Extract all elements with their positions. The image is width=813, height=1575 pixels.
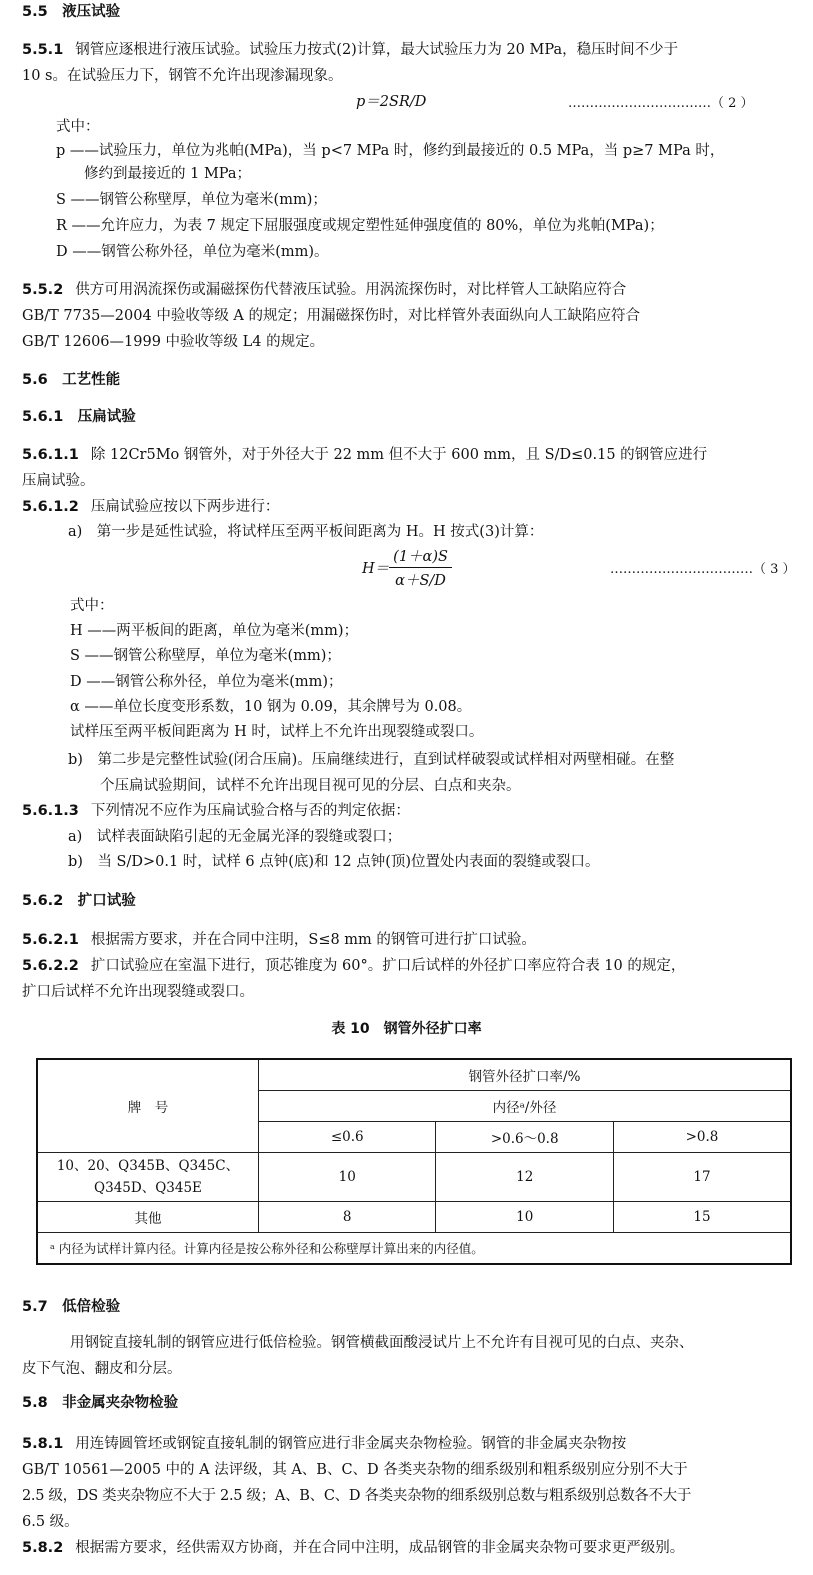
clause-number: 5.8.2	[22, 1540, 64, 1556]
row-1-value-1: 10	[258, 1153, 436, 1202]
clause-number: 5.5.2	[22, 282, 64, 298]
formula-3-lhs: H＝	[362, 561, 390, 577]
item-b-line-2: 个压扁试验期间，试样不允许出现目视可见的分层、白点和夹杂。	[100, 778, 521, 794]
clause-number: 5.6.2.2	[22, 958, 79, 974]
section-5-5-title: 5.5 液压试验	[22, 4, 121, 20]
para-text: 供方可用涡流探伤或漏磁探伤代替液压试验。用涡流探伤时，对比样管人工缺陷应符合	[75, 282, 627, 298]
condition-b: b) 当 S/D>0.1 时，试样 6 点钟(底)和 12 点钟(顶)位置处内表面的裂缝或裂口。	[68, 854, 600, 870]
formula-2-number: ……………………………（ 2 ）	[568, 96, 754, 111]
where-label: 式中：	[70, 598, 114, 614]
para-text: 根据需方要求，并在合同中注明，S≤8 mm 的钢管可进行扩口试验。	[90, 932, 536, 948]
para-5-5-1-line-2: 10 s。在试验压力下，钢管不允许出现渗漏现象。	[22, 68, 343, 84]
para-text: 下列情况不应作为压扁试验合格与否的判定依据：	[90, 803, 410, 819]
var-p-line-1: p ——试验压力，单位为兆帕(MPa)，当 p<7 MPa 时，修约到最接近的 0.5 MPa，当 p≥7 MPa 时，	[56, 143, 725, 159]
section-5-6-title: 5.6 工艺性能	[22, 372, 121, 388]
table-header-row-1	[37, 1059, 791, 1091]
para-5-8-2-line-1	[22, 1538, 684, 1558]
row-2-value-1: 8	[258, 1202, 436, 1233]
clause-number: 5.6.1.1	[22, 447, 79, 463]
where-label: 式中：	[56, 119, 100, 135]
row-1-value-3: 17	[613, 1153, 791, 1202]
clause-number: 5.6.2.1	[22, 932, 79, 948]
para-5-8-1-line-4: 6.5 级。	[22, 1514, 79, 1530]
para-text: 扩口试验应在室温下进行，顶芯锥度为 60°。扩口后试样的外径扩口率应符合表 10 的规定，	[90, 958, 686, 974]
section-5-6-1-title: 5.6.1 压扁试验	[22, 409, 136, 425]
header-col-2: >0.6～0.8	[436, 1122, 614, 1153]
para-5-8-1-line-2: GB/T 10561—2005 中的 A 法评级，其 A、B、C、D 各类夹杂物的细系级别和粗系级别应分别不大于	[22, 1462, 688, 1478]
table-row	[37, 1202, 791, 1233]
para-text: 根据需方要求，经供需双方协商，并在合同中注明，成品钢管的非金属夹杂物可要求更严级别。	[75, 1540, 685, 1556]
var-r: R ——允许应力，为表 7 规定下屈服强度或规定塑性延伸强度值的 80%，单位为兆帕(MPa)；	[56, 218, 664, 234]
row-2-grade: 其他	[37, 1202, 258, 1233]
var-s: S ——钢管公称壁厚，单位为毫米(mm)；	[56, 192, 327, 208]
table-row	[37, 1153, 791, 1202]
para-5-8-1-line-3: 2.5 级，DS 类夹杂物应不大于 2.5 级；A、B、C、D 各类夹杂物的细系级别总数与粗系级别总数各不大于	[22, 1488, 692, 1504]
condition-a: a) 试样表面缺陷引起的无金属光泽的裂缝或裂口；	[68, 829, 402, 845]
item-b-line-1: b) 第二步是完整性试验(闭合压扁)。压扁继续进行，直到试样破裂或试样相对两壁相碰。在整	[68, 752, 675, 768]
clause-number: 5.6.1.3	[22, 803, 79, 819]
section-5-6-2-title: 5.6.2 扩口试验	[22, 893, 136, 909]
table-10	[36, 1058, 792, 1265]
para-5-5-2-line-2: GB/T 7735—2004 中验收等级 A 的规定；用漏磁探伤时，对比样管外表面纵向人工缺陷应符合	[22, 308, 641, 324]
var-h: H ——两平板间的距离，单位为毫米(mm)；	[70, 623, 359, 639]
var-alpha: α ——单位长度变形系数，10 钢为 0.09，其余牌号为 0.08。	[70, 699, 472, 715]
var-p-line-2: 修约到最接近的 1 MPa；	[84, 166, 252, 182]
para-5-6-1-1-line-2: 压扁试验。	[22, 473, 95, 489]
var-s: S ——钢管公称壁厚，单位为毫米(mm)；	[70, 648, 341, 664]
grade-line-1: 10、20、Q345B、Q345C、	[56, 1158, 240, 1174]
header-expansion-rate: 钢管外径扩口率/%	[258, 1059, 791, 1091]
item-a-conclusion: 试样压至两平板间距离为 H 时，试样上不允许出现裂缝或裂口。	[70, 724, 484, 740]
grade-line-2: Q345D、Q345E	[94, 1180, 202, 1196]
table-10-caption: 表 10 钢管外径扩口率	[331, 1021, 482, 1037]
para-5-5-1-line-1	[22, 40, 678, 60]
var-d: D ——钢管公称外径，单位为毫米(mm)；	[70, 674, 343, 690]
para-text: 钢管应逐根进行液压试验。试验压力按式(2)计算，最大试验压力为 20 MPa，稳压时间不少于	[75, 42, 679, 58]
para-text: 压扁试验应按以下两步进行：	[90, 499, 280, 515]
formula-2: p＝2SR/D	[356, 94, 427, 110]
section-5-8-title: 5.8 非金属夹杂物检验	[22, 1395, 179, 1411]
var-d: D ——钢管公称外径，单位为毫米(mm)。	[56, 244, 329, 260]
header-col-3: >0.8	[613, 1122, 791, 1153]
formula-3	[362, 545, 452, 590]
clause-number: 5.5.1	[22, 42, 64, 58]
item-a-line-1: a) 第一步是延性试验，将试样压至两平板间距离为 H。H 按式(3)计算：	[68, 524, 544, 540]
para-text: 除 12Cr5Mo 钢管外，对于外径大于 22 mm 但不大于 600 mm，且 S/D≤0.15 的钢管应进行	[90, 447, 708, 463]
clause-number: 5.8.1	[22, 1436, 64, 1452]
row-2-value-2: 10	[436, 1202, 614, 1233]
para-5-7-line-2: 皮下气泡、翻皮和分层。	[22, 1361, 182, 1377]
para-5-5-2-line-1	[22, 280, 626, 300]
row-1-grade	[37, 1153, 258, 1202]
para-5-6-1-1-line-1	[22, 445, 707, 465]
formula-3-numerator: (1＋α)S	[389, 545, 452, 568]
para-5-6-1-3-line-1	[22, 801, 410, 821]
para-5-8-1-line-1	[22, 1434, 626, 1454]
section-5-7-title: 5.7 低倍检验	[22, 1299, 121, 1315]
para-5-6-2-2-line-2: 扩口后试样不允许出现裂缝或裂口。	[22, 984, 254, 1000]
header-grade: 牌 号	[37, 1059, 258, 1153]
header-col-1: ≤0.6	[258, 1122, 436, 1153]
row-2-value-3: 15	[613, 1202, 791, 1233]
para-5-7-line-1: 用钢锭直接轧制的钢管应进行低倍检验。钢管横截面酸浸试片上不允许有目视可见的白点、夹杂、	[70, 1335, 694, 1351]
formula-3-number: ……………………………（ 3 ）	[610, 562, 796, 577]
row-1-value-2: 12	[436, 1153, 614, 1202]
para-5-6-2-1-line-1	[22, 930, 536, 950]
para-5-6-1-2-line-1	[22, 497, 279, 517]
formula-3-fraction	[389, 545, 452, 590]
header-diameter-ratio: 内径ᵃ/外径	[258, 1091, 791, 1122]
para-text: 用连铸圆管坯或钢锭直接轧制的钢管应进行非金属夹杂物检验。钢管的非金属夹杂物按	[75, 1436, 627, 1452]
para-5-5-2-line-3: GB/T 12606—1999 中验收等级 L4 的规定。	[22, 334, 325, 350]
table-footnote: ᵃ 内径为试样计算内径。计算内径是按公称外径和公称壁厚计算出来的内径值。	[37, 1233, 791, 1265]
table-note-row	[37, 1233, 791, 1265]
para-5-6-2-2-line-1	[22, 956, 685, 976]
formula-3-denominator: α＋S/D	[395, 573, 446, 589]
clause-number: 5.6.1.2	[22, 499, 79, 515]
